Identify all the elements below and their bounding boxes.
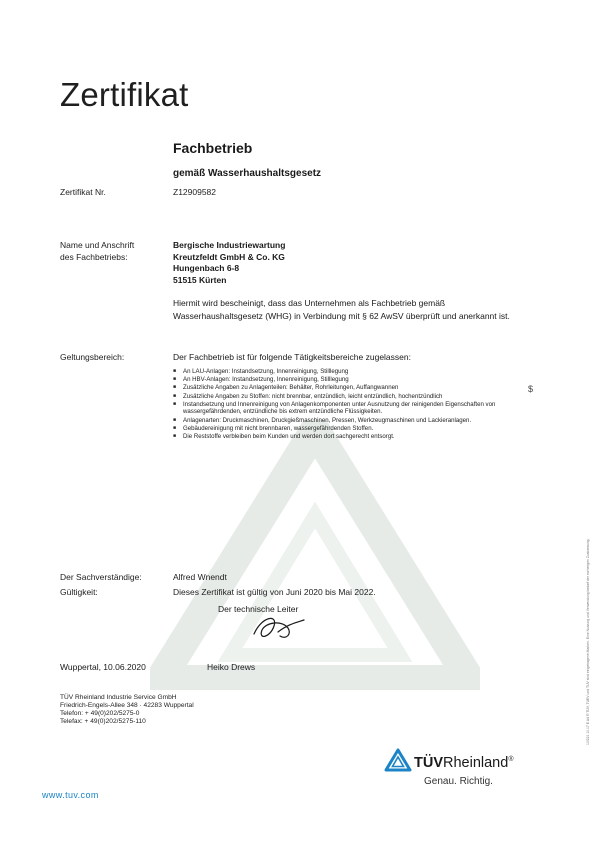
stray-mark: $ <box>528 384 534 394</box>
signer-role: Der technische Leiter <box>218 604 299 614</box>
scope-intro: Der Fachbetrieb ist für folgende Tätigkeitsbereiche zugelassen: <box>173 352 411 362</box>
place-date: Wuppertal, 10.06.2020 <box>60 662 146 672</box>
brand-slogan: Genau. Richtig. <box>424 776 493 787</box>
address-label-line1: Name und Anschrift <box>60 240 135 250</box>
registered-mark: ® <box>508 756 514 763</box>
scope-item: ■ An LAU-Anlagen: Instandsetzung, Innenreinigung, Stilllegung <box>173 368 518 376</box>
address-label-line2: des Fachbetriebs: <box>60 251 128 262</box>
expert-label: Der Sachverständige: <box>60 572 142 582</box>
signer-name: Heiko Drews <box>207 662 256 672</box>
document-title: Zertifikat <box>60 76 189 113</box>
issuer-fax: Telefax: + 49(0)202/5275-110 <box>60 718 146 725</box>
validity-text: Dieses Zertifikat ist gültig von Juni 2020 bis Mai 2022. <box>173 587 376 597</box>
issuer-address: Friedrich-Engels-Allee 348 · 42283 Wuppertal <box>60 702 194 709</box>
tuv-triangle-watermark <box>150 420 480 690</box>
address-line: 51515 Kürten <box>173 274 227 285</box>
scope-item: ■ Zusätzliche Angaben zu Stoffen: nicht brennbar, entzündlich, leicht entzündlich, hochentzündlich <box>173 393 518 401</box>
scope-item: ■ Anlagenarten: Druckmaschinen, Druckgießmaschinen, Pressen, Werkzeugmaschinen und Lackieranlagen. <box>173 417 518 425</box>
tuv-triangle-logo-icon <box>384 748 412 772</box>
brand-suffix: Rheinland <box>443 755 509 771</box>
vertical-trademark-text: 10/221 10.17 E A4 ® TÜV, TUEV und TUV sind eingetragene Marken. Eine Nutzung und Verwendung bedarf der vorherigen Zustimmung. <box>586 538 590 745</box>
issuer-info <box>60 694 194 726</box>
scope-label: Geltungsbereich: <box>60 352 125 362</box>
address-line: Kreutzfeldt GmbH & Co. KG <box>173 251 285 262</box>
validity-label: Gültigkeit: <box>60 587 98 597</box>
certificate-subtitle: gemäß Wasserhaushaltsgesetz <box>173 168 322 179</box>
scope-item: ■ Instandsetzung und Innenreinigung von Anlagenkomponenten unter Ausnutzung der reinigenden Eigenschaften von wassergefährdenden, entzündliche bis extrem entzündliche Flüssigkeiten. <box>173 401 518 416</box>
brand-logotype <box>414 755 513 771</box>
issuer-name: TÜV Rheinland Industrie Service GmbH <box>60 694 177 701</box>
scope-item: ■ Die Reststoffe verbleiben beim Kunden und werden dort sachgerecht entsorgt. <box>173 433 518 441</box>
certification-statement: Hiermit wird bescheinigt, dass das Unternehmen als Fachbetrieb gemäß Wasserhaushaltsgesetz (WHG) in Verbindung mit § 62 AwSV überprüft und anerkannt ist. <box>173 298 510 321</box>
scope-item: ■ An HBV-Anlagen: Instandsetzung, Innenreinigung, Stilllegung <box>173 376 518 384</box>
scope-item: ■ Gebäudereinigung mit nicht brennbaren, wassergefährdenden Stoffen. <box>173 425 518 433</box>
issuer-phone: Telefon: + 49(0)202/5275-0 <box>60 710 140 717</box>
brand-prefix: TÜV <box>414 755 443 771</box>
address-line: Bergische Industriewartung <box>173 240 286 250</box>
cert-number: Z12909582 <box>173 187 217 197</box>
scope-item: ■ Zusätzliche Angaben zu Anlagenteilen: Behälter, Rohrleitungen, Auffangwannen <box>173 384 518 392</box>
certificate-type: Fachbetrieb <box>173 140 253 156</box>
expert-name: Alfred Wnendt <box>173 572 227 582</box>
company-address <box>173 240 285 286</box>
address-line: Hungenbach 6-8 <box>173 263 240 273</box>
cert-number-label: Zertifikat Nr. <box>60 187 106 197</box>
signature-image <box>248 610 308 644</box>
website-link[interactable]: www.tuv.com <box>42 790 99 800</box>
address-label <box>60 240 134 263</box>
scope-list <box>173 368 518 441</box>
